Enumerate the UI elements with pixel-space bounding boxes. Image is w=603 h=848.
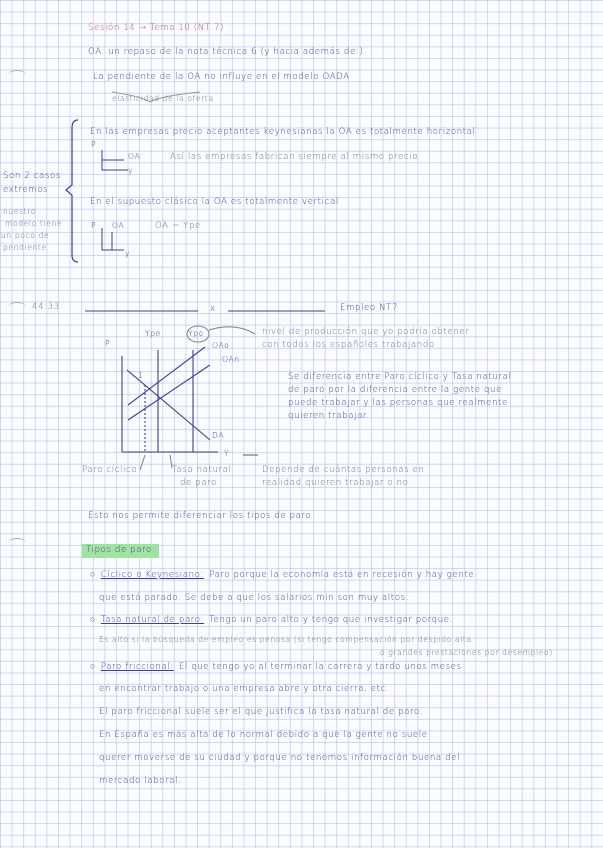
item-text: mercado laboral. <box>99 776 182 786</box>
side-note: extremos <box>3 185 49 195</box>
axis-label: P <box>91 221 97 230</box>
item-ciclico <box>90 571 474 581</box>
tasa-natural-label: Tasa natural <box>172 465 232 475</box>
side-note-grey: nuestro <box>3 207 37 216</box>
item-text: El que tengo yo al terminar la carrera y tardo unos meses <box>178 662 462 672</box>
section-title: Empleo NT7 <box>340 303 399 313</box>
item-text: que está parado. Se debe a que los salarios min son muy altos. <box>99 593 410 603</box>
horizontal-oa-graph <box>102 150 128 170</box>
item-text: en encontrar trabajo o una empresa abre y otra cierra, etc. <box>99 684 390 694</box>
intro-line: OA: un repaso de la nota técnica 6 (y hacia además de:) <box>88 47 364 57</box>
axis-label: y <box>128 166 134 175</box>
pendiente-line: La pendiente de la OA no influye en el modelo OADA <box>93 72 350 82</box>
tasa-natural-label: de paro <box>180 478 217 488</box>
bullet-icon: ○ <box>90 662 96 672</box>
item-tasa <box>90 616 453 626</box>
page-title: Sesión 14 → Tema 10 (NT 7) <box>88 23 224 33</box>
graph-label: P <box>105 339 111 348</box>
side-note-grey: un poco de <box>1 231 50 240</box>
esto-line: Esto nos permite diferenciar los tipos de paro <box>88 511 312 521</box>
side-note-grey: modelo tiene <box>5 219 63 228</box>
item-friccional <box>90 663 462 673</box>
axis-label: y <box>125 249 131 258</box>
item-label: Paro friccional: <box>100 662 174 672</box>
item-text: o grandes prestaciones por desempleo) <box>380 648 553 657</box>
graph-label: DA <box>212 431 225 440</box>
case1-note: Así las empresas fabrican siempre al mismo precio <box>170 152 419 162</box>
bullet-icon: ○ <box>90 615 96 625</box>
item-text: querer moverse de su ciudad y porque no tenemos información buena del <box>99 753 461 763</box>
bullet-icon: ○ <box>90 570 96 580</box>
oa-da-graph <box>122 326 258 470</box>
case1-text: En las empresas precio aceptantes keynesianas la OA es totalmente horizontal <box>90 127 476 137</box>
graph-label: OAn <box>222 355 240 364</box>
graph-label: Ypo <box>188 329 204 338</box>
diferencia-note: puede trabajar y las personas que realmente <box>288 398 508 408</box>
elasticidad-note: elasticidad de la oferta <box>112 94 214 103</box>
diferencia-note: quieren trabajar. <box>288 411 370 421</box>
paro-ciclico-label: Paro cíclico <box>82 465 138 475</box>
depende-note: Depende de cuántas personas en <box>262 465 425 475</box>
diferencia-note: de paro por la diferencia entre la gente que <box>288 385 502 395</box>
diferencia-note: Se diferencia entre Paro cíclico y Tasa natural <box>288 372 512 382</box>
case2-text: En el supuesto clásico la OA es totalmente vertical <box>90 197 339 207</box>
item-text: Paro porque la economía está en recesión y hay gente <box>209 570 475 580</box>
graph-label: OAo <box>212 341 230 350</box>
brace <box>66 120 78 262</box>
tipos-heading: Tipos de paro: <box>82 544 159 558</box>
depende-note: realidad quieren trabajar o no. <box>262 478 412 488</box>
item-text: El paro friccional suele ser el que justifica la tasa natural de paro. <box>99 707 423 717</box>
axis-label: P <box>91 140 97 149</box>
graph-label: Ype <box>145 329 161 338</box>
item-text: Es alto si la búsqueda de empleo es penosa (si tengo compensación por despido alta <box>99 635 472 644</box>
item-text: Tengo un paro alto y tengo que investigar porque. <box>209 615 454 625</box>
side-note: Son 2 casos <box>3 171 61 181</box>
nivel-note: nivel de producción que yo podría obtener <box>262 327 470 337</box>
item-text: En España es más alta de lo normal debido a que la gente no suele <box>99 730 428 740</box>
axes <box>122 356 218 452</box>
case2-note: OA = Ype <box>155 221 201 231</box>
item-label: Tasa natural de paro: <box>100 615 205 625</box>
divider-mark: x <box>210 304 216 314</box>
item-label: Cíclico o Keynesiano: <box>100 570 205 580</box>
graph-label: 1 <box>138 371 144 380</box>
vertical-oa-graph <box>102 228 124 250</box>
nivel-note: con todos los españoles trabajando <box>262 340 435 350</box>
graph-label: Y <box>224 449 230 458</box>
timestamp: 44:33 <box>32 302 60 312</box>
axis-label: OA <box>128 152 141 161</box>
side-note-grey: pendiente. <box>3 243 50 252</box>
axis-label: OA <box>112 221 125 230</box>
